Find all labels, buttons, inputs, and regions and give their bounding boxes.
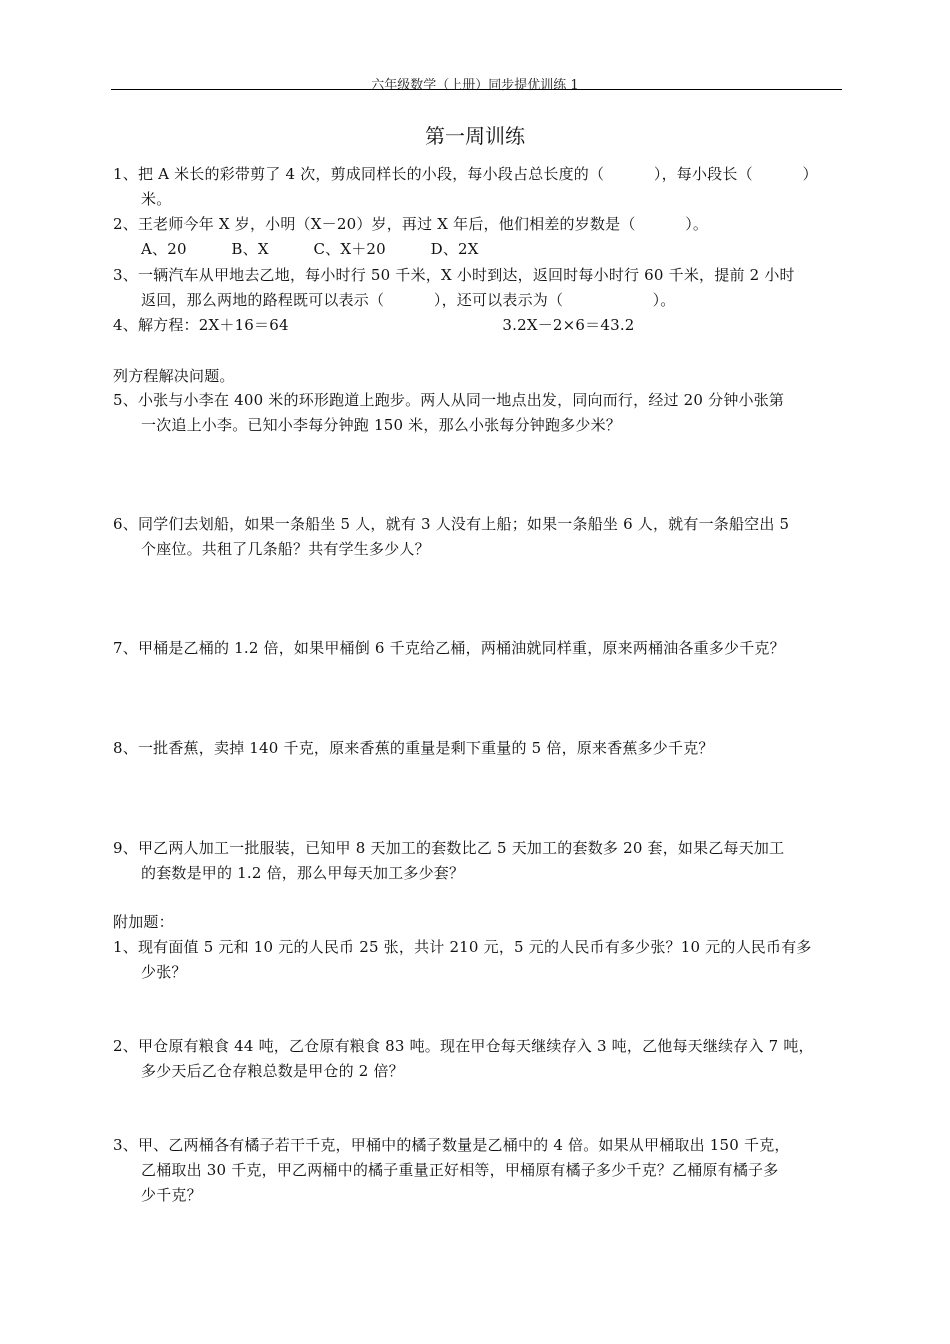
bonus-1-line-1: 1、现有面值 5 元和 10 元的人民币 25 张，共计 210 元，5 元的人民币有多少张？10 元的人民币有多 — [113, 938, 812, 956]
bonus-2-line-2: 多少天后乙仓存粮总数是甲仓的 2 倍？ — [141, 1062, 404, 1080]
question-7: 7、甲桶是乙桶的 1.2 倍，如果甲桶倒 6 千克给乙桶，两桶油就同样重，原来两桶油各重多少千克？ — [113, 639, 785, 657]
question-6-line-1: 6、同学们去划船，如果一条船坐 5 人，就有 3 人没有上船；如果一条船坐 6 人，就有一条船空出 5 — [113, 515, 790, 533]
bonus-3-line-1: 3、甲、乙两桶各有橘子若干千克，甲桶中的橘子数量是乙桶中的 4 倍。如果从甲桶取出 150 千克， — [113, 1136, 790, 1154]
bonus-1-line-2: 少张？ — [141, 963, 187, 981]
question-5-line-1: 5、小张与小李在 400 米的环形跑道上跑步。两人从同一地点出发，同向而行，经过 20 分钟小张第 — [113, 391, 785, 409]
question-3-line-1: 3、一辆汽车从甲地去乙地，每小时行 50 千米，X 小时到达，返回时每小时行 60 千米，提前 2 小时 — [113, 266, 795, 284]
page-title: 第一周训练 — [425, 124, 525, 148]
question-4: 4、解方程：2X＋16＝64 3.2X－2×6＝43.2 — [113, 316, 635, 334]
question-6-line-2: 个座位。共租了几条船？共有学生多少人？ — [141, 540, 430, 558]
question-2: 2、王老师今年 X 岁，小明（X－20）岁，再过 X 年后，他们相差的岁数是（ ）。 — [113, 215, 709, 233]
question-9-line-1: 9、甲乙两人加工一批服装，已知甲 8 天加工的套数比乙 5 天加工的套数多 20 套，如果乙每天加工 — [113, 839, 785, 857]
bonus-3-line-2: 乙桶取出 30 千克，甲乙两桶中的橘子重量正好相等，甲桶原有橘子多少千克？乙桶原有橘子多 — [141, 1161, 779, 1179]
question-1-line-2: 米。 — [141, 190, 172, 208]
question-5-line-2: 一次追上小李。已知小李每分钟跑 150 米，那么小张每分钟跑多少米？ — [141, 416, 621, 434]
question-2-options: A、20 B、X C、X＋20 D、2X — [141, 240, 479, 258]
page-header: 六年级数学（上册）同步提优训练 1 — [371, 78, 579, 93]
bonus-3-line-3: 少千克？ — [141, 1186, 202, 1204]
section-heading-word-problems: 列方程解决问题。 — [113, 367, 235, 385]
question-8: 8、一批香蕉，卖掉 140 千克，原来香蕉的重量是剩下重量的 5 倍，原来香蕉多少千克？ — [113, 739, 714, 757]
bonus-2-line-1: 2、甲仓原有粮食 44 吨，乙仓原有粮食 83 吨。现在甲仓每天继续存入 3 吨，乙他每天继续存入 7 吨， — [113, 1037, 814, 1055]
header-rule — [111, 89, 842, 90]
question-1-line-1: 1、把 A 米长的彩带剪了 4 次，剪成同样长的小段，每小段占总长度的（ ），每小段长（ ） — [113, 165, 818, 183]
question-3-line-2: 返回，那么两地的路程既可以表示（ ），还可以表示为（ ）。 — [141, 291, 676, 309]
section-heading-bonus: 附加题： — [113, 913, 174, 931]
question-9-line-2: 的套数是甲的 1.2 倍，那么甲每天加工多少套？ — [141, 864, 465, 882]
